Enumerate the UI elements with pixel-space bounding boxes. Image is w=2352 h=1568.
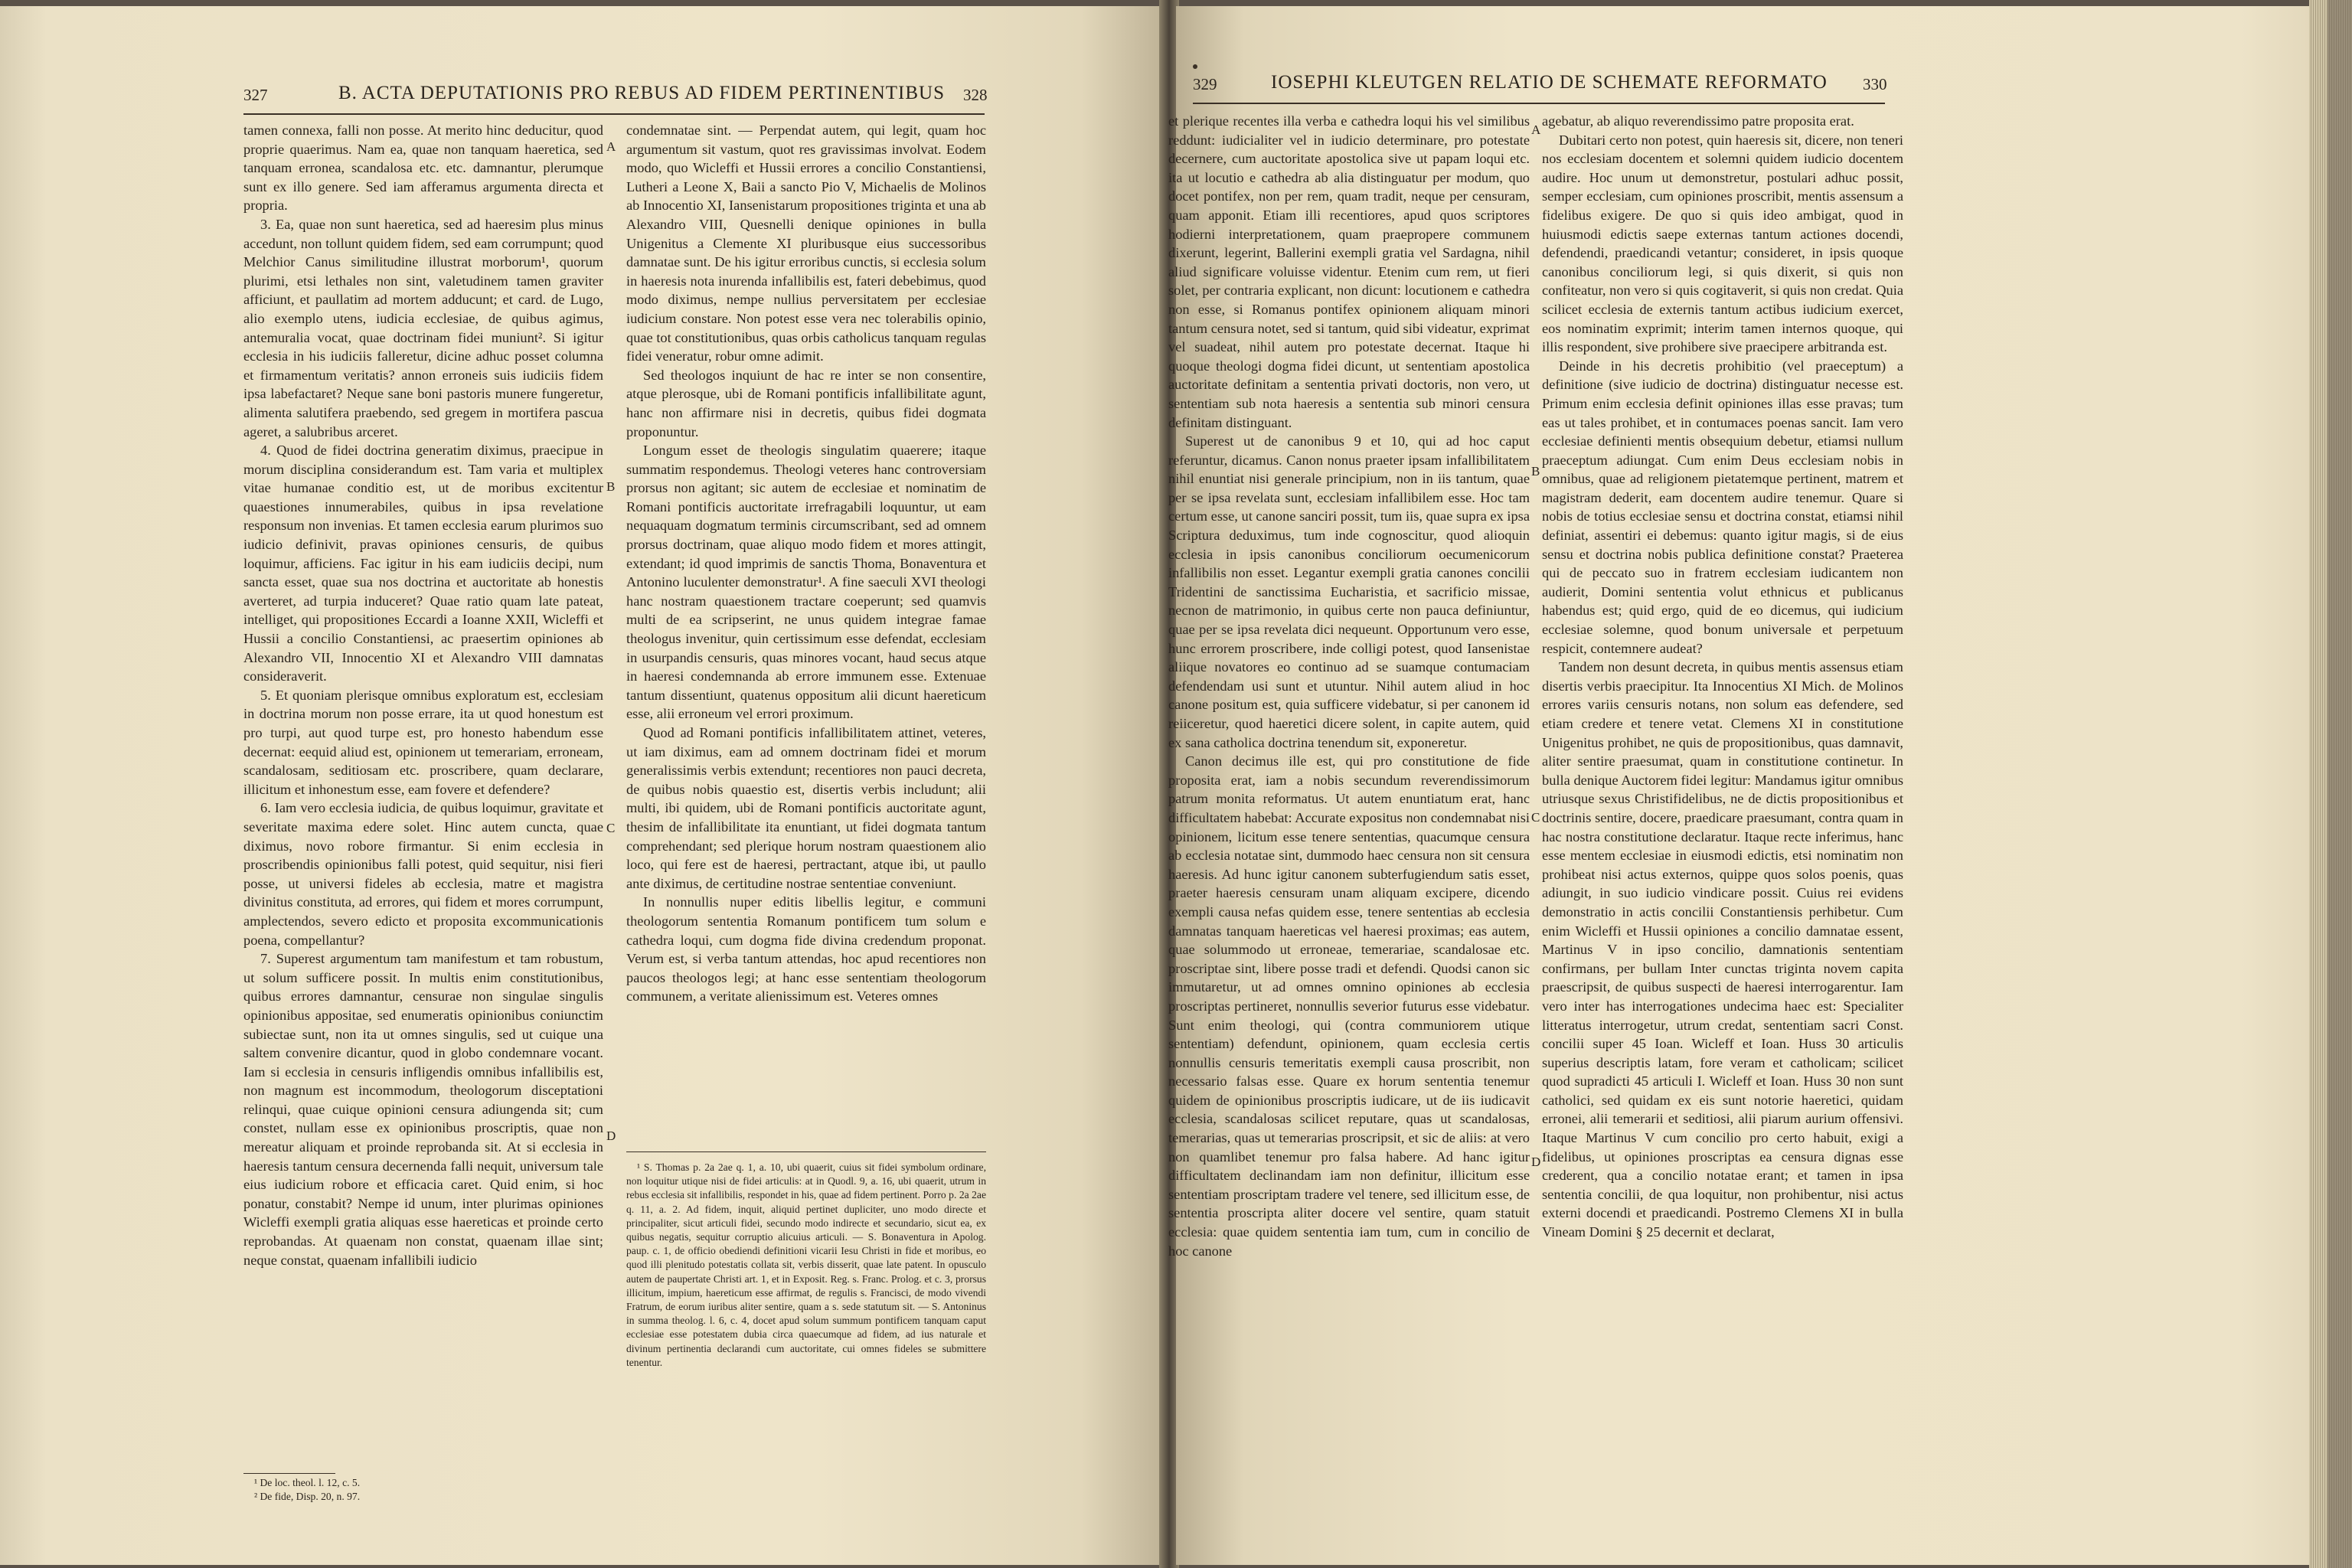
head-rule	[243, 113, 985, 115]
paragraph: 7. Superest argumentum tam manifestum et tam robustum, ut solum sufficere possit. In multis enim constitutionibus, quibus errores damnantur, censurae non singulae singulis opinionibus appositae, sed enumeratis opinionibus coniunctim subiectae sunt, non ita ut omnes singulis, sed ut cuique una saltem convenire dicantur, quod in globo condemnare vocant. Iam si ecclesia in censuris infligendis omnibus infallibilis est, non magnum est incommodum, theologorum disceptationi relinqui, quae cuique opinioni censura adiungenda sit; cum constet, nullam esse ex opinionibus proscriptis, quae non mereatur aliquam et proinde reprobanda sit. At si ecclesia in haeresis tantum censura decernenda falli nequit, universum tale eius iudicium robore et efficacia caret. Quid enim, si hoc ponatur, constabit? Nempe id unum, inter plurimas opiniones Wicleffi exempli gratia aliquas esse haereticas et proinde certo reprobandas. At quaenam non constat, quaenam illae sint; neque constat, quaenam infallibili iudicio	[243, 951, 603, 1268]
running-head: B. ACTA DEPUTATIONIS PRO REBUS AD FIDEM PERTINENTIBUS	[338, 83, 946, 103]
margin-letter: D	[606, 1129, 616, 1143]
running-head: IOSEPHI KLEUTGEN RELATIO DE SCHEMATE REFORMATO	[1271, 72, 1828, 93]
text-column	[626, 121, 986, 1145]
page-number: 327	[243, 86, 268, 104]
footnote-rule	[243, 1473, 335, 1474]
text-column	[243, 121, 603, 1468]
paragraph: ² De fide, Disp. 20, n. 97.	[254, 1491, 361, 1503]
text-column	[1542, 112, 1903, 1548]
margin-letter: C	[1531, 810, 1540, 825]
page-number: 330	[1863, 75, 1887, 93]
paragraph: 5. Et quoniam plerisque omnibus exploratum est, ecclesiam in doctrina morum non posse errare, ita ut quod honestum est pro turpi, aut quod turpe est, pro honesto habendum esse decernat: eequid aliud est, opinionem ut temerariam, erroneam, scandalosam, seditiosam etc. proscribere, quam declarare, illicitum et inhonestum esse, eam fovere et defendere?	[243, 687, 603, 797]
paragraph: Superest ut de canonibus 9 et 10, qui ad hoc caput referuntur, dicamus. Canon nonus praeter ipsam infallibilitatem nihil enuntiat nisi generale principium, non in iis tantum, quae per se ipsa revelata sunt, ecclesiam infallibilem esse. Hoc tam certum esse, ut canone sanciri possit, tum iis, quae supra ex ipsa Scriptura deduximus, tum inde cognoscitur, quod alioquin ecclesia in ipsis canonibus conciliorum oecumenicorum infallibilis non esset. Legantur exempli gratia canones concilii Tridentini de sanctissima Eucharistia, et sacrificio missae, necnon de matrimonio, in quibus certe non pauca definiuntur, quae per se ipsa revelata dici nequeunt. Opportunum vero esse, hunc errorem proscribere, inde colligi potest, quod Iansenistae aliique novatores eo continuo ad se suamque contumaciam defendendam usi sunt et utuntur. Nihil autem aliud in hoc canone positum est, quia sufficere videbatur, si per canonem id reiiceretur, quod haeretici dicere solent, in capite autem, quid ex sana catholica doctrina tenendum sit, exponeretur.	[1168, 433, 1530, 750]
paragraph: 3. Ea, quae non sunt haeretica, sed ad haeresim plus minus accedunt, non tollunt quidem fidem, sed eam corrumpunt; quod Melchior Canus similitudine illustrat morborum¹, quorum plurimi, etsi lethales non sint, valetudinem tamen graviter afficiunt, et paullatim ad mortem adducunt; et card. de Lugo, alio exemplo utens, iudicia ecclesiae, de quibus agimus, antemuralia vocat, quae doctrinam fidei muniunt². Si igitur ecclesia in his iudiciis falleretur, dicine adhuc posset columna et firmamentum veritatis? annon erroneis suis iudiciis fidem ipsa labefactaret? Neque sane boni pastoris munere fungeretur, alimenta salutifera praebendo, sed gregem in mortifera pascua ageret, a salubribus arceret.	[243, 216, 603, 439]
paragraph: 4. Quod de fidei doctrina generatim diximus, praecipue in morum disciplina considerandum est. Tam varia et multiplex vitae humanae conditio est, ut de moribus excitentur quaestiones innumerabiles, quibus in ipsa revelatione responsum non invenias. Et tamen ecclesia earum plurimos suo iudicio definivit, pravas opiniones censuris, de quibus loquimur, afficiens. Fac igitur in his eam iudiciis decipi, num sancta esset, quae sua nos doctrina et auctoritate ab honestis averteret, ad turpia induceret? Quae ratio quam late pateat, intelliget, qui propositiones Eccardi a Ioanne XXII, Wicleffi et Hussii a concilio Constantiensi, ac praesertim opiniones ab Alexandro VII, Innocentio XI et Alexandro VIII damnatas consideraverit.	[243, 443, 603, 684]
head-rule	[1193, 103, 1885, 104]
paragraph: Longum esset de theologis singulatim quaerere; itaque summatim respondemus. Theologi veteres hanc controversiam prorsus non agitant; sic autem de ecclesiae et nominatim de Romani pontificis auctoritate irrefragabili loquuntur, ut eam nequaquam dogmatum terminis circumscribant, sed ad omnem prorsus doctrinam, quae aliquo modo fidem et mores attingit, extendant; id quod imprimis de sanctis Thoma, Bonaventura et Antonino luculenter demonstratur¹. A fine saeculi XVI theologi hanc nostram quaestionem tractare coeperunt; sed quamvis multi de ea scripserint, ne unus quidem integrae famae theologus invenitur, quin certissimum esse defendat, ecclesiam in usurpandis censuris, quas minores vocant, haud secus atque in haeresi condemnanda ab errore immunem esse. Extenuae tantum dissentiunt, quatenus oppositum alii dicunt haereticum esse, alii erroneum vel errori proximum.	[626, 443, 986, 722]
ink-dot	[1193, 64, 1197, 69]
margin-letter: A	[606, 139, 616, 154]
paragraph: ¹ De loc. theol. l. 12, c. 5.	[254, 1477, 361, 1488]
paragraph: In nonnullis nuper editis libellis legitur, e communi theologorum sententia Romanum pontificem tum solum e cathedra loqui, cum dogma fide divina credendum proponat. Verum est, si verba tantum attendas, hoc apud recentiores non paucos theologos legi; at hanc esse sententiam theologorum communem, a veritate alienissimum est. Veteres omnes	[626, 894, 986, 1004]
footnote	[626, 1161, 986, 1521]
paragraph: et plerique recentes illa verba e cathedra loqui his vel similibus reddunt: iudicialiter vel in iudicio determinare, pro potestate decernere, cum auctoritate apostolica sive ut papam loqui etc. ita ut locutio e cathedra ab alia distinguatur per modum, quo docet pontifex, non per rem, quam tradit, neque per censuram, quam apponit. Etiam illi recentiores, apud quos scriptores hodierni interpretationem, quam praepropere communem dixerunt, legerint, Ballerini exempli gratia vel Sardagna, nihil aliud significare voluisse videntur. Etenim cum rem, ut fieri solet, per contraria explicant, non dicunt: locutionem e cathedra non esse, si Romanus pontifex opinionem aliquam minori tantum censura notet, sed si tantum, quid sibi videatur, exprimat vel suadeat, nihil autem pro potestate decernat. Itaque hi quoque theologi dogma fidei dicunt, ut sententiam apostolica auctoritate definitam a sententia privati doctoris, non vero, ut sententiam sub nota haeresis a sententia sub minori censura definitam distinguant.	[1168, 113, 1530, 430]
page-number: 328	[963, 86, 988, 104]
margin-letter: D	[1531, 1155, 1541, 1169]
page-number: 329	[1193, 75, 1217, 93]
paragraph: Dubitari certo non potest, quin haeresis sit, dicere, non teneri nos ecclesiam docentem et solemni quidem iudicio docentem audire. Hoc unum ut demonstretur, postulari adhuc possit, semper ecclesiam, cum opiniones proscribit, mentis assensum a fidelibus exigere. De quo si quis ideo ambigat, quod in huiusmodi edictis saepe externas tantum actiones docendi, defendendi, praedicandi vetantur; consideret, in ipsis quoque canonibus conciliorum legi, si quis dixerit, si quis non confiteatur, non vero si quis cogitaverit, si quis non credat. Quia scilicet ecclesia de externis tantum actibus iudicium exercet, eos nominatim exprimit; interim tamen internos quoque, qui illis respondent, sive prohibere sive praecipere arbitranda est.	[1542, 132, 1903, 355]
paragraph: Canon decimus ille est, qui pro constitutione de fide proposita erat, iam a nobis secundum reverendissimorum patrum monita reformatus. Ut autem enuntiatum erat, hanc difficultatem habebat: Accurate expositus non condemnabat nisi opinionem, licitum esse tenere sententias, quacumque censura ab ecclesia notatae sint, dummodo haec censura non sit censura haeresis. Ad hunc igitur canonem subterfugiendum satis esset, praeter haeresis censuram unam aliquam excipere, dicendo exempli causa nefas quidem esse, tenere sententias ab ecclesia damnatas tanquam haereticas vel haeresi proximas; eas autem, quae solummodo ut erroneae, temerariae, scandalosae etc. proscriptae sint, libere posse tradi et defendi. Quodsi canon sic immutaretur, ut ad omnes omnino opiniones ab ecclesia proscriptas pertineret, nonnullis severior futurus esse videbatur. Sunt enim theologi, qui (contra communiorem utique sententiam) defendunt, opinionem, quam ecclesia certis nonnullis censuris temeritatis exempli causa proscribit, non necessario falsas esse. Quare ex horum sententia tenemur quidem de opinionibus proscriptis iudicare, ut de iis iudicavit ecclesia, scandalosas scilicet reputare, quas ut scandalosas, temerarias, quas ut temerarias proscripsit, et sic de aliis: at vero non quamlibet tenemur pro falsa habere. Ad hanc igitur difficultatem declinandam iam non definitur, illicitum esse sententiam proscriptam tradere vel tenere, sed illicitum esse, de sententia proscripta aliter docere vel sentire, quam statuit ecclesia: quae quidem sententia iam tum, cum in concilio de hoc canone	[1168, 753, 1530, 1259]
margin-letter: B	[606, 479, 616, 494]
paragraph: Deinde in his decretis prohibitio (vel praeceptum) a definitione (sive iudicio de doctrina) distinguatur necesse est. Primum enim ecclesia definit opiniones illas esse pravas; tum eas ut tales prohibet, et in contumaces poenas sancit. Iam vero ecclesiae definienti mentis obsequium debetur, etiamsi nullum praeceptum adiungat. Cum enim Deus ecclesiam nobis in omnibus, quae ad religionem pietatemque pertinent, matrem et magistram dederit, eam docentem audire tenemur. Quare si nobis de totius ecclesiae sensu et doctrina constat, etiamsi nihil definiat, assentiri ei debemus: quanto igitur magis, si de eius sensu et doctrina nobis publica definitione constat? Praeterea qui de peccato suo in fratrem ecclesiam iudicantem non audierit, Domini sententia volut ethnicus et publicanus habendus est; quid ergo, quid de eo dicemus, qui iudicium ecclesiae solemne, quod bonum universale et perpetuum respicit, contemnere audeat?	[1542, 358, 1903, 656]
paragraph: Sed theologos inquiunt de hac re inter se non consentire, atque plerosque, ubi de Romani pontificis infallibilitate agunt, hanc non affirmare nisi in decretis, quibus fidei dogmata proponuntur.	[626, 367, 986, 439]
paragraph: Tandem non desunt decreta, in quibus mentis assensus etiam disertis verbis praecipitur. Ita Innocentius XI Mich. de Molinos errores variis censuris notans, non solum eas defendere, sed etiam credere et tenere vetat. Clemens XI in constitutione Unigenitus prohibet, ne quis de propositionibus, quas damnavit, aliter sentire praesumat, quam in constitutione continetur. In bulla denique Auctorem fidei legitur: Mandamus igitur omnibus utriusque sexus Christifidelibus, ne de dictis propositionibus et doctrinis sentire, docere, praedicare praesumant, contra quam in hac nostra constitutione declaratur. Itaque recte inferimus, hanc esse mentem ecclesiae in eiusmodi edictis, etsi nominatim non prohibeat nisi actus externos, quippe quos solos poenis, quas adiungit, in suo iudicio vindicare possit. Cuius rei evidens demonstratio in actis concilii Constantiensis perhibetur. Cum enim Wicleffi et Hussii opiniones a concilio damnatae essent, Martinus V in ipso concilio, damnationis sententiam confirmans, per bullam Inter cunctas triginta novem capita praescripsit, de quibus suspecti de haeresi interrogarentur. Iam vero inter has interrogationes undecima haec est: Specialiter litteratus interrogetur, utrum credat, sententiam sacri Const. concilii super 45 Ioan. Wicleff et Ioan. Huss 30 articulis superius descriptis latam, fore veram et catholicam; scilicet quod supradicti 45 articuli I. Wicleff et Ioan. Huss 30 non sunt catholici, sed quidam ex eis sunt notorie haeretici, quidam erronei, alii temerarii et seditiosi, alii piarum aurium offensivi. Itaque Martinus V cum concilio pro certo habuit, exigi a fidelibus, ut opiniones proscriptas ea censura dignas esse crederent, qua a concilio notatae erant; et tamen in ipsa sententia concilii, de qua loquitur, non prohibentur, nisi actus externi docendi et praedicandi. Postremo Clemens XI in bulla Vineam Domini § 25 decernit et declarat,	[1542, 659, 1903, 1240]
margin-letter: C	[606, 821, 616, 835]
text-column	[1168, 112, 1530, 1548]
right-page	[1168, 6, 2309, 1565]
margin-letter: A	[1531, 122, 1541, 137]
paragraph: Quod ad Romani pontificis infallibilitatem attinet, veteres, ut iam diximus, eam ad omnem doctrinam fidei et morum generalissimis verbis extendunt; recentiores non pauci decreta, de quibus nobis quaestio est, disertis verbis includunt; alii multi, ibi quidem, ubi de Romani pontificis auctoritate agunt, thesim de infallibilitate ita enuntiant, ut fidei dogmata tantum comprehendant; sed plerique horum nostram quaestionem alio loco, qui fere est de haeresi, pertractant, atque ibi, ut paullo ante diximus, de certitudine nostrae sententiae conveniunt.	[626, 725, 986, 891]
footnotes	[243, 1476, 603, 1510]
left-page	[0, 6, 1162, 1565]
footnote-text: ¹ S. Thomas p. 2a 2ae q. 1, a. 10, ubi quaerit, cuius sit fidei symbolum ordinare, non loquitur utique nisi de fidei articulis: at in Quodl. 9, a. 16, ubi quaerit, utrum in rebus ecclesia sit infallibilis, respondet in his, quae ad fidem pertinent. Porro p. 2a 2ae q. 11, a. 2. Ad fidem, inquit, aliquid pertinet dupliciter, uno modo directe et principaliter, sicut articuli fidei, secundo modo indirecte et secundario, sicut ea, ex quibus negatis, sequitur corruptio alicuius articuli. — S. Bonaventura in Apolog. paup. c. 1, de officio obediendi definitioni vicarii Iesu Christi in fide et moribus, eo quod illi plenitudo potestatis collata sit, verbis disserit, quae late patent. In opusculo autem de paupertate Christi art. 1, et in Exposit. Reg. s. Franc. Prolog. et c. 3, prorsus illicitum, impium, haereticum esse affirmat, de regulis s. Francisci, de modo vivendi Fratrum, de eorum iuribus aliter sentire, quam a s. sede statutum sit. — S. Antoninus in summa theolog. l. 6, c. 4, docet apud solum summum pontificem tanquam caput ecclesiae esse potestatem dubia circa quaecumque ad fidem, ad ius naturale et divinum pertinentia declarandi cum auctoritate, cui omnes fideles se submittere tenentur.	[626, 1161, 986, 1368]
paragraph: condemnatae sint. — Perpendat autem, qui legit, quam hoc argumentum sit vastum, quot res gravissimas involvat. Eodem modo, quo Wicleffi et Hussii errores a concilio Constantiensi, Lutheri a Leone X, Baii a sancto Pio V, Michaelis de Molinos ab Innocentio XI, Iansenistarum propositiones triginta et una ab Alexandro VIII, Quesnelli denique opiniones in bulla Unigenitus a Clemente XI pluribusque eius successoribus damnatae sunt. De his igitur erroribus cunctis, si ecclesia solum in haeresis nota inurenda infallibilis est, fateri debebimus, quod modo diximus, nempe nullius perversitatem per ecclesiae iudicium constare. Non potest esse vera nec tolerabilis opinio, quae tot constitutionibus, quas orbis catholicus tanquam regulas fidei veneratur, robur omne adimit.	[626, 122, 986, 364]
book-cover-edge	[2328, 0, 2352, 1568]
paragraph: agebatur, ab aliquo reverendissimo patre proposita erat.	[1542, 113, 1854, 129]
paragraph: tamen connexa, falli non posse. At merito hinc deducitur, quod proprie quaerimus. Nam ea, quae non tanquam haeretica, sed tanquam erronea, scandalosa etc. etc. damnantur, plerumque sunt ex illo genere. Sed iam afferamus argumenta directa et propria.	[243, 122, 603, 214]
paragraph: 6. Iam vero ecclesia iudicia, de quibus loquimur, gravitate et severitate maxima edere solet. Hinc autem cuncta, quae diximus, novo robore firmantur. Si enim ecclesia in proscribendis opinionibus falli potest, quid sequitur, nisi fieri posse, ut universi fideles ab ecclesia, matre et magistra divinitus constituta, ad errores, qui fidem et mores corrumpunt, amplectendos, severo edicto et proposita excommunicationis poena, compellantur?	[243, 800, 603, 948]
margin-letter: B	[1531, 464, 1540, 479]
